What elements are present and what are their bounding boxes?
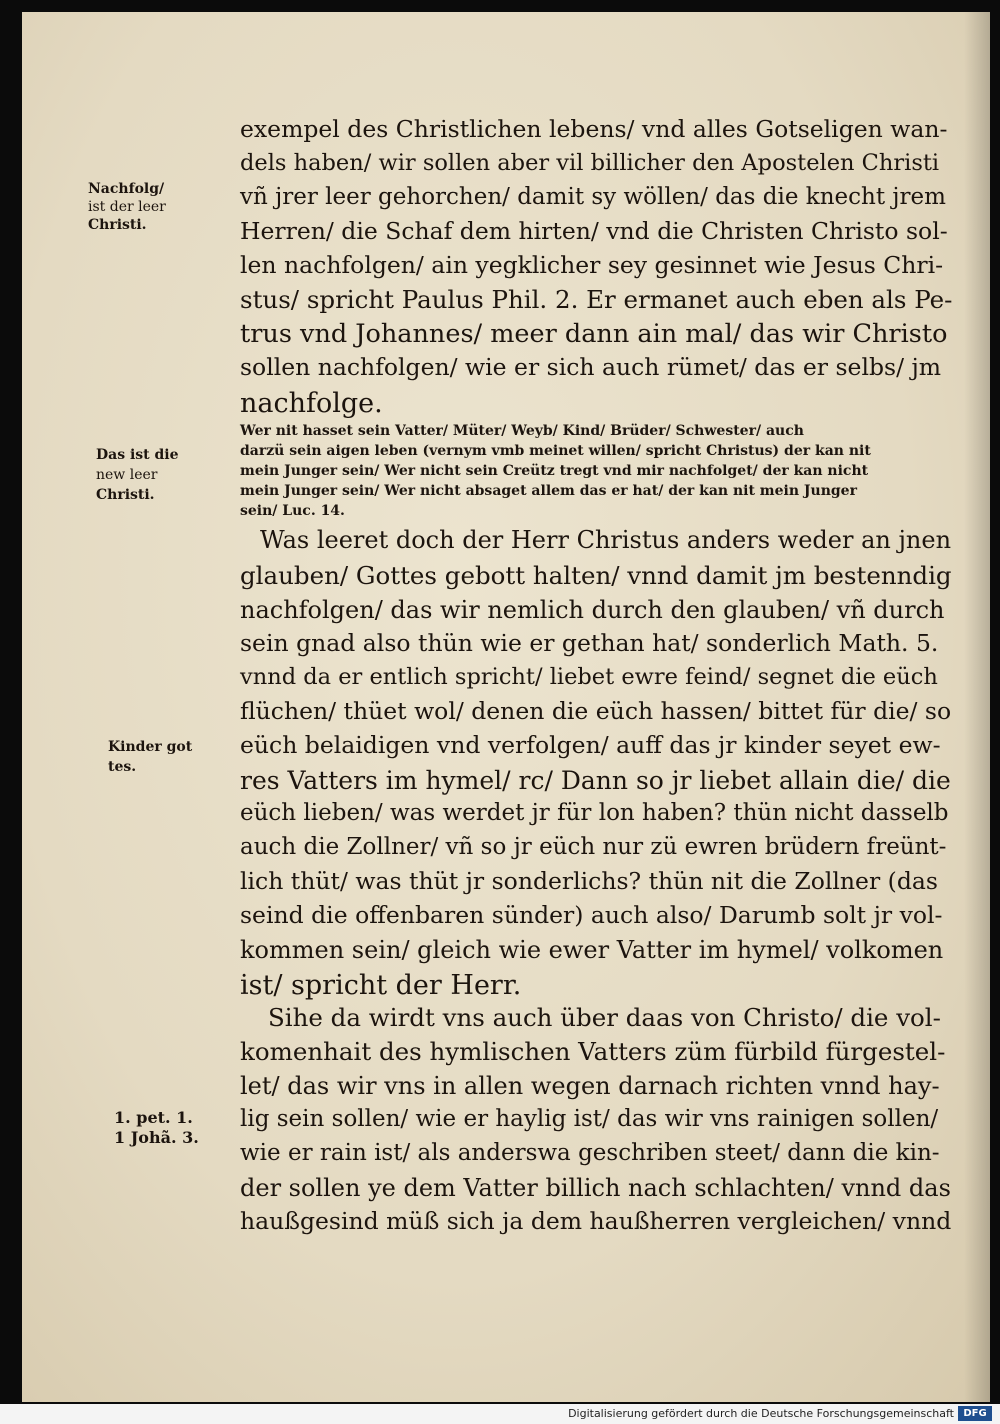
- body-line: sollen nachfolgen/ wie er sich auch rümet/ das er selbs/ jm: [240, 353, 942, 381]
- body-line: dels haben/ wir sollen aber vil billicher den Apostelen Christi: [240, 150, 940, 176]
- body-line: Was leeret doch der Herr Christus anders weder an jnen: [260, 526, 952, 554]
- body-line: kommen sein/ gleich wie ewer Vatter im hymel/ volkomen: [240, 936, 944, 964]
- body-line: auch die Zollner/ vñ so jr eüch nur zü ewren brüdern freünt-: [240, 834, 947, 860]
- body-line: ist/ spricht der Herr.: [240, 970, 522, 1001]
- margin-note-line: Nachfolg/: [88, 181, 165, 197]
- body-line: eüch lieben/ was werdet jr für lon haben? thün nicht dasselb: [240, 800, 949, 826]
- body-line: wie er rain ist/ als anderswa geschriben steet/ dann die kin-: [240, 1140, 940, 1166]
- body-line: haußgesind müß sich ja dem haußherren vergleichen/ vnnd: [240, 1207, 952, 1235]
- quote-line: sein/ Luc. 14.: [240, 503, 345, 519]
- dfg-logo: DFG: [958, 1406, 992, 1421]
- body-line: nachfolge.: [240, 388, 383, 419]
- margin-note-line: tes.: [108, 759, 137, 775]
- margin-note-line: Kinder got: [108, 739, 193, 755]
- quote-line: Wer nit hasset sein Vatter/ Müter/ Weyb/ Kind/ Brüder/ Schwester/ auch: [240, 423, 804, 439]
- book-page: [22, 12, 990, 1402]
- margin-note-line: Christi.: [96, 487, 155, 503]
- margin-note-line: Christi.: [88, 217, 147, 233]
- margin-note-line: 1 Johã. 3.: [114, 1128, 199, 1147]
- body-line: res Vatters im hymel/ rc/ Dann so jr liebet allain die/ die: [240, 766, 951, 795]
- body-line: Herren/ die Schaf dem hirten/ vnd die Christen Christo sol-: [240, 217, 948, 245]
- margin-note-line: ist der leer: [88, 199, 166, 215]
- body-line: flüchen/ thüet wol/ denen die eüch hassen/ bittet für die/ so: [240, 697, 952, 725]
- funding-notice: Digitalisierung gefördert durch die Deutsche Forschungsgemeinschaft: [568, 1407, 954, 1420]
- body-line: vñ jrer leer gehorchen/ damit sy wöllen/ das die knecht jrem: [240, 184, 946, 210]
- body-line: let/ das wir vns in allen wegen darnach richten vnnd hay-: [240, 1072, 940, 1100]
- body-line: trus vnd Johannes/ meer dann ain mal/ das wir Christo: [240, 319, 948, 349]
- margin-note-line: new leer: [96, 467, 158, 483]
- body-line: seind die offenbaren sünder) auch also/ Darumb solt jr vol-: [240, 901, 943, 929]
- body-line: lich thüt/ was thüt jr sonderlichs? thün nit die Zollner (das: [240, 867, 938, 895]
- body-line: der sollen ye dem Vatter billich nach schlachten/ vnnd das: [240, 1174, 951, 1202]
- body-line: glauben/ Gottes gebott halten/ vnnd damit jm bestenndig: [240, 561, 952, 590]
- quote-line: mein Junger sein/ Wer nicht absaget allem das er hat/ der kan nit mein Junger: [240, 483, 857, 499]
- body-line: lig sein sollen/ wie er haylig ist/ das wir vns rainigen sollen/: [240, 1106, 939, 1132]
- body-line: stus/ spricht Paulus Phil. 2. Er ermanet auch eben als Pe-: [240, 285, 953, 314]
- margin-note-line: 1. pet. 1.: [114, 1108, 193, 1127]
- body-line: Sihe da wirdt vns auch über daas von Christo/ die vol-: [268, 1003, 941, 1032]
- body-line: komenhait des hymlischen Vatters züm fürbild fürgestel-: [240, 1037, 946, 1066]
- margin-note-line: Das ist die: [96, 447, 179, 463]
- quote-line: mein Junger sein/ Wer nicht sein Creütz tregt vnd mir nachfolget/ der kan nicht: [240, 463, 869, 479]
- body-line: sein gnad also thün wie er gethan hat/ sonderlich Math. 5.: [240, 629, 939, 657]
- body-line: len nachfolgen/ ain yegklicher sey gesinnet wie Jesus Chri-: [240, 251, 944, 279]
- quote-line: darzü sein aigen leben (vernym vmb meinet willen/ spricht Christus) der kan nit: [240, 443, 871, 459]
- body-line: nachfolgen/ das wir nemlich durch den glauben/ vñ durch: [240, 596, 945, 624]
- body-line: eüch belaidigen vnd verfolgen/ auff das jr kinder seyet ew-: [240, 731, 941, 759]
- body-line: vnnd da er entlich spricht/ liebet ewre feind/ segnet die eüch: [240, 664, 938, 690]
- body-line: exempel des Christlichen lebens/ vnd alles Gotseligen wan-: [240, 115, 948, 143]
